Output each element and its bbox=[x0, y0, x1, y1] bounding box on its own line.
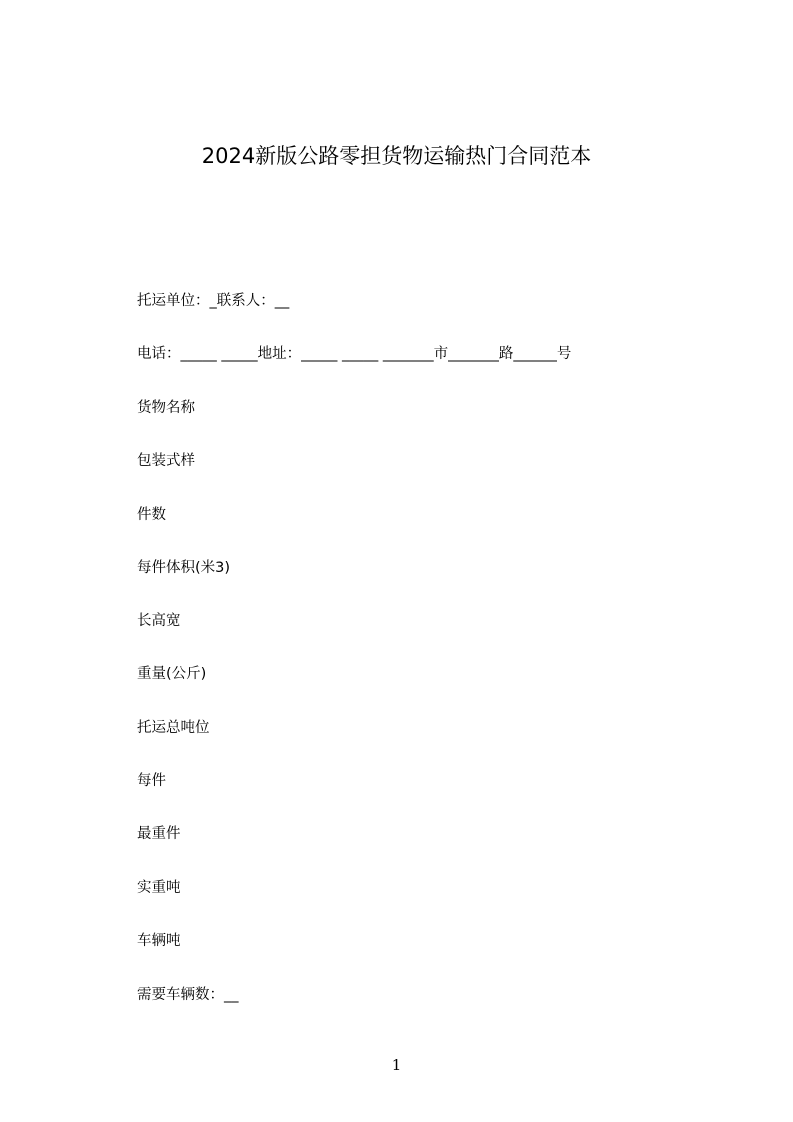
vehicle-tonnage-line: 车辆吨 bbox=[137, 933, 181, 949]
required-vehicles-line: 需要车辆数：__ bbox=[137, 987, 239, 1003]
shipper-contact-line: 托运单位：_联系人：__ bbox=[137, 293, 290, 309]
goods-name-line: 货物名称 bbox=[137, 400, 195, 416]
per-piece-line: 每件 bbox=[137, 773, 166, 789]
page-number: 1 bbox=[391, 1056, 402, 1074]
dimensions-line: 长高宽 bbox=[137, 613, 181, 629]
packaging-style-line: 包装式样 bbox=[137, 453, 195, 469]
weight-line: 重量(公斤) bbox=[137, 666, 207, 682]
quantity-line: 件数 bbox=[137, 507, 166, 523]
heaviest-piece-line: 最重件 bbox=[137, 826, 181, 842]
document-title: 2024新版公路零担货物运输热门合同范本 bbox=[201, 144, 592, 168]
unit-volume-line: 每件体积(米3) bbox=[137, 560, 231, 576]
phone-address-line: 电话：_____ _____地址：_____ _____ _______市_______路______号 bbox=[137, 346, 572, 362]
actual-weight-line: 实重吨 bbox=[137, 880, 181, 896]
total-tonnage-line: 托运总吨位 bbox=[137, 720, 210, 736]
